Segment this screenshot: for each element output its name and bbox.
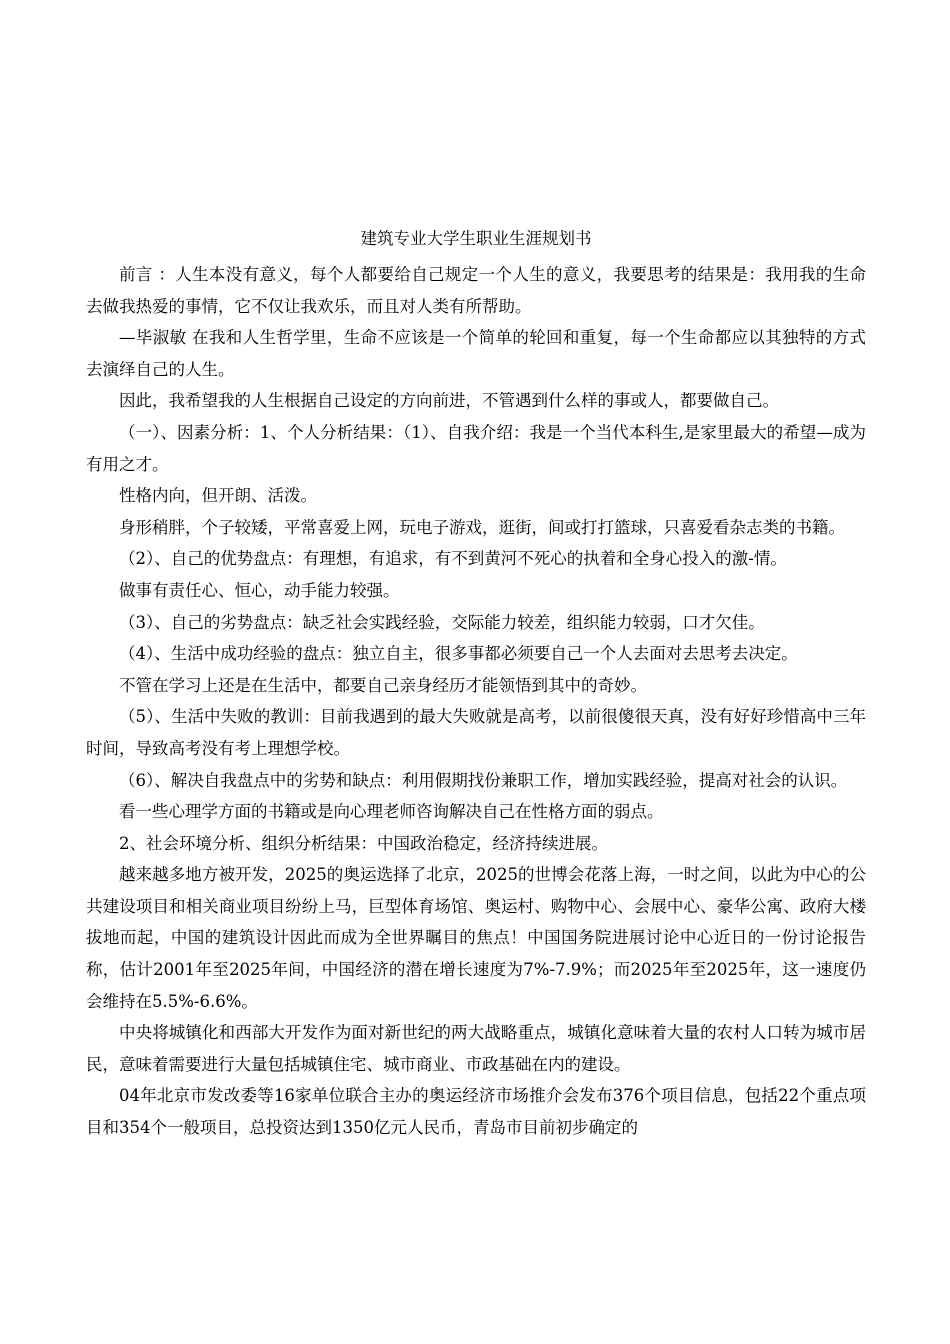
- paragraph-personality: 性格内向，但开朗、活泼。: [119, 486, 317, 506]
- paragraph-development: 越来越多地方被开发，2025的奥运选择了北京，2025的世博会花落上海，一时之间，以此为中心的公共建设项目和相关商业项目纷纷上马，巨型体育场馆、奥运村、购物中心、会展中心、豪华公寓、政府大楼拔地而起，中国的建筑设计因此而成为全世界瞩目的焦点！中国国务院进展讨论中心近日的一份讨论报告称，估计2001年至2025年间，中国经济的潜在增长速度为7%-7.9%；而2025年至2025年，这一速度仍会维持在5.5%-6.6%。: [86, 865, 866, 1011]
- paragraph-intent: 因此，我希望我的人生根据自己设定的方向前进，不管遇到什么样的事或人，都要做自己。: [119, 391, 779, 411]
- paragraph-social-environment: 2、社会环境分析、组织分析结果：中国政治稳定，经济持续进展。: [119, 833, 608, 853]
- paragraph-preface: 前言 ：人生本没有意义，每个人都要给自己规定一个人生的意义，我要思考的结果是：我用我的生命去做我热爱的事情，它不仅让我欢乐，而且对人类有所帮助。: [86, 265, 866, 316]
- paragraph-psychology: 看一些心理学方面的书籍或是向心理老师咨询解决自己在性格方面的弱点。: [119, 802, 664, 822]
- document-page: [86, 225, 866, 1144]
- paragraph-experience: 不管在学习上还是在生活中，都要自己亲身经历才能领悟到其中的奇妙。: [119, 675, 647, 695]
- paragraph-success: （4）、生活中成功经验的盘点：独立自主，很多事都必须要自己一个人去面对去思考去决定。: [119, 644, 798, 664]
- document-title: 建筑专业大学生职业生涯规划书: [360, 229, 592, 248]
- paragraph-responsibility: 做事有责任心、恒心，动手能力较强。: [119, 580, 400, 600]
- paragraph-solutions: （6）、解决自我盘点中的劣势和缺点：利用假期找份兼职工作，增加实践经验，提高对社会的认识。: [119, 770, 848, 790]
- paragraph-quote: —毕淑敏 在我和人生哲学里，生命不应该是一个简单的轮回和重复，每一个生命都应以其独特的方式去演绎自己的人生。: [86, 328, 866, 379]
- paragraph-factor-analysis: （一）、因素分析：1、个人分析结果：（1）、自我介绍：我是一个当代本科生,是家里最大的希望—成为有用之才。: [86, 422, 866, 474]
- paragraph-weaknesses: （3）、自己的劣势盘点：缺乏社会实践经验，交际能力较差，组织能力较弱，口才欠佳。: [119, 612, 765, 632]
- paragraph-failure: （5）、生活中失败的教训：目前我遇到的最大失败就是高考，以前很傻很天真，没有好好珍惜高中三年时间，导致高考没有考上理想学校。: [86, 707, 866, 758]
- paragraph-olympic-projects: 04年北京市发改委等16家单位联合主办的奥运经济市场推介会发布376个项目信息，包括22个重点项目和354个一般项目，总投资达到1350亿元人民币，青岛市目前初步确定的: [86, 1086, 866, 1138]
- paragraph-appearance: 身形稍胖，个子较矮，平常喜爱上网，玩电子游戏，逛街，间或打打篮球，只喜爱看杂志类的书籍。: [119, 517, 845, 537]
- paragraph-strengths: （2）、自己的优势盘点：有理想，有追求，有不到黄河不死心的执着和全身心投入的激-情。: [119, 549, 787, 569]
- paragraph-urbanization: 中央将城镇化和西部大开发作为面对新世纪的两大战略重点，城镇化意味着大量的农村人口转为城市居民，意味着需要进行大量包括城镇住宅、城市商业、市政基础在内的建设。: [86, 1023, 866, 1074]
